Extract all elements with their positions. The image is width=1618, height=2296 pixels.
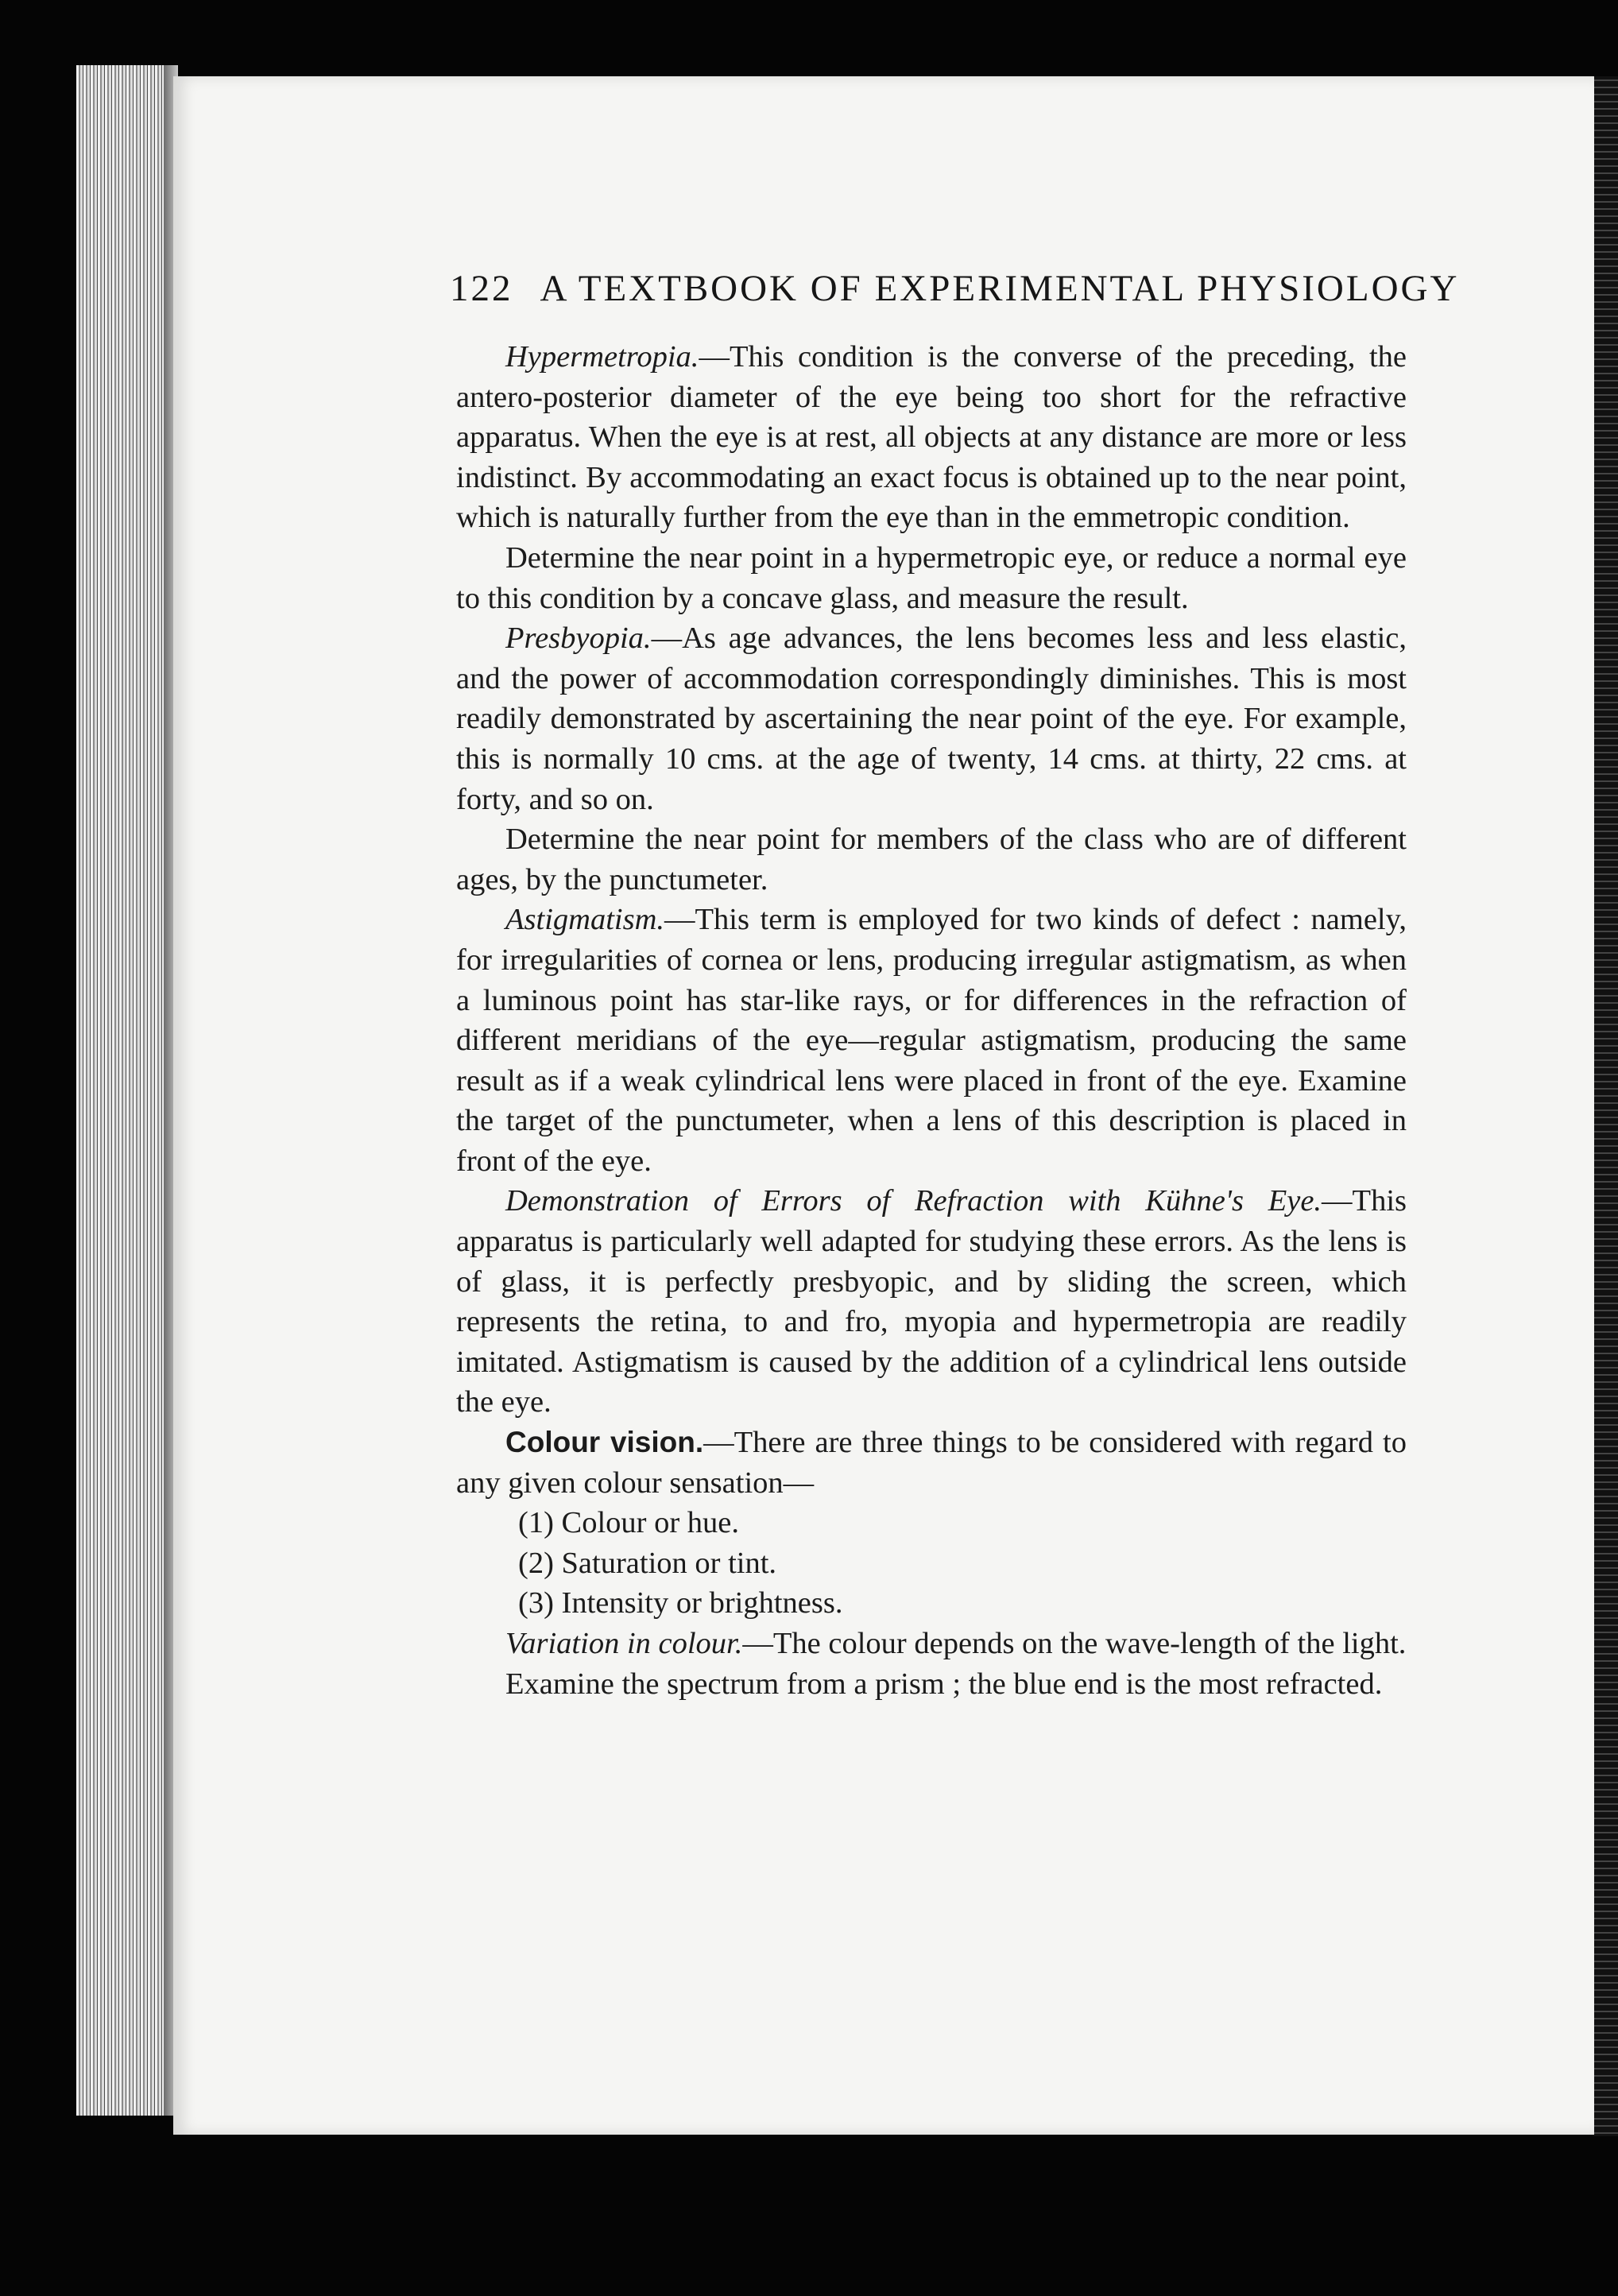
paragraph-text: —This term is employed for two kinds of defect : namely, for irregularities of cornea or lens, producing irregular astigmatism, as when a luminous point has star-like rays, or for differences in the refraction of different meridians of the eye—regular astigmatism, producing the same result as if a weak cylindrical lens were placed in front of the eye. Examine the target of the punctumeter, when a lens of this description is placed in front of the eye. (456, 903, 1407, 1178)
paragraph-text: —This condition is the converse of the preceding, the antero-posterior diameter of the eye being too short for the refractive apparatus. When the eye is at rest, all objects at any distance are more or less indistinct. By accommodating an exact focus is obtained up to the near point, which is naturally further from the eye than in the emmetropic condition. (456, 340, 1407, 535)
paragraph-astigmatism (456, 900, 1407, 1181)
list-item: (3) Intensity or brightness. (518, 1586, 843, 1620)
paragraph-lead: Hypermetropia. (505, 340, 699, 374)
paragraph-lead: Variation in colour. (505, 1627, 743, 1660)
paragraph-text: Determine the near point for members of the class who are of different ages, by the punctumeter. (456, 823, 1407, 896)
paragraph-text: —As age advances, the lens becomes less and less elastic, and the power of accommodation correspondingly diminishes. This is most readily demonstrated by ascertaining the near point of the eye. For example, this is normally 10 cms. at the age of twenty, 14 cms. at thirty, 22 cms. at forty, and so on. (456, 621, 1407, 816)
paragraph-colour-vision (456, 1423, 1407, 1503)
paragraph-spectrum-exercise (456, 1664, 1407, 1705)
running-head-title: A TEXTBOOK OF EXPERIMENTAL PHYSIOLOGY (540, 268, 1460, 309)
paragraph-text: —This apparatus is particularly well adapted for studying these errors. As the lens is of glass, it is perfectly presbyopic, and by sliding the screen, which represents the retina, to and fro, myopia and hypermetropia are readily imitated. Astigmatism is caused by the addition of a cylindrical lens outside the eye. (456, 1184, 1407, 1419)
page-body (456, 337, 1407, 1704)
book-page-edges (76, 65, 178, 2116)
paragraph-presbyopia-exercise (456, 819, 1407, 900)
scan-edge (1593, 76, 1618, 2136)
paragraph-hypermetropia (456, 337, 1407, 538)
page-number: 122 (450, 268, 513, 309)
paragraph-hypermetropia-exercise (456, 538, 1407, 618)
section-heading: Colour vision. (505, 1426, 704, 1459)
paragraph-text: Examine the spectrum from a prism ; the blue end is the most refracted. (505, 1667, 1383, 1701)
paragraph-text: —There are three things to be considered with regard to any given colour sensation— (456, 1426, 1407, 1500)
running-header (450, 267, 1460, 323)
paragraph-variation-colour (456, 1624, 1407, 1664)
paragraph-presbyopia (456, 618, 1407, 819)
paragraph-lead: Demonstration of Errors of Refraction with Kühne's Eye. (505, 1184, 1322, 1218)
paragraph-lead: Presbyopia. (505, 621, 652, 656)
list-item: (2) Saturation or tint. (518, 1546, 777, 1580)
paragraph-text: Determine the near point in a hypermetropic eye, or reduce a normal eye to this condition by a concave glass, and measure the result. (456, 540, 1407, 615)
paragraph-text: —The colour depends on the wave-length of the light. (742, 1627, 1407, 1660)
paragraph-kuhne-eye (456, 1181, 1407, 1423)
list-item: (1) Colour or hue. (518, 1506, 739, 1540)
paragraph-lead: Astigmatism. (505, 903, 665, 937)
